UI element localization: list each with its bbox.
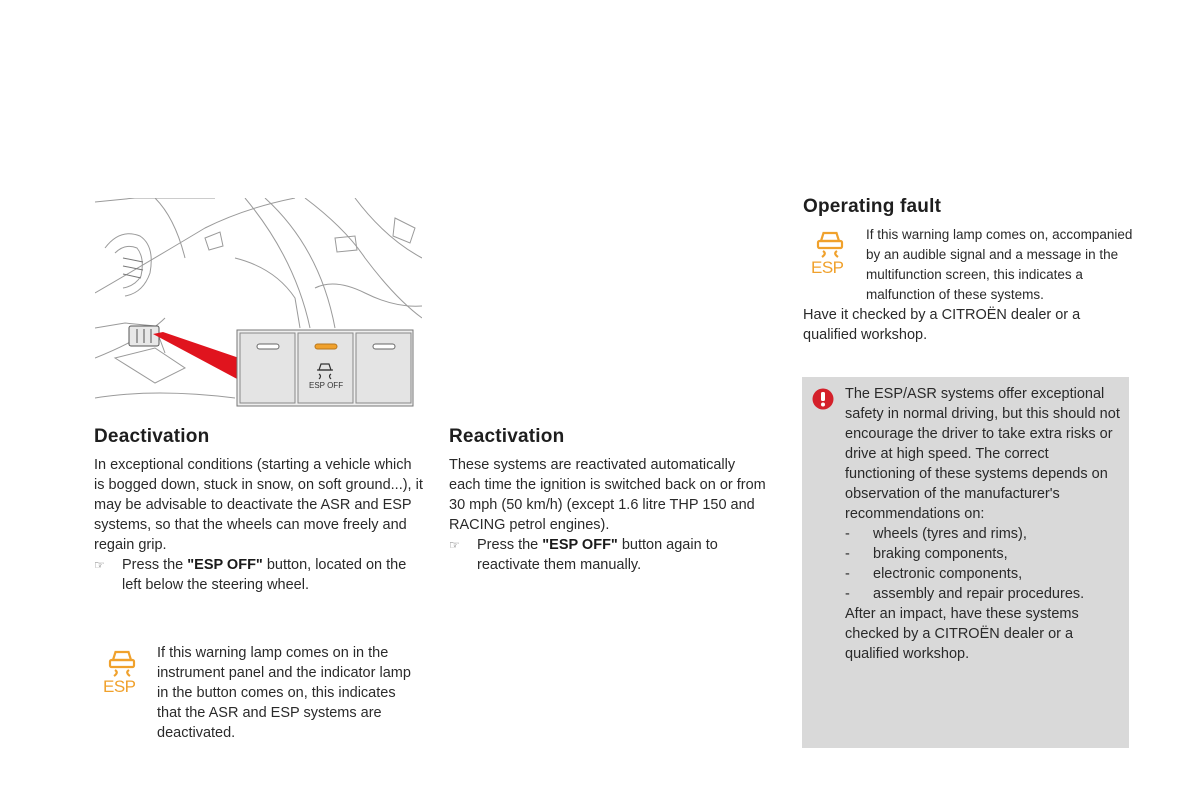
list-item-text: braking components, [873, 546, 1008, 562]
warning-intro: The ESP/ASR systems offer exceptional safety in normal driving, but this should not encourage the driver to take extra risks or drive at high speed. The correct functioning of these systems depends on observation of the manufacturer's recommendations on: [845, 386, 1120, 522]
step-text: button again to reactivate them manually. [477, 537, 718, 573]
list-item [845, 524, 1121, 544]
reactivation-step [449, 535, 769, 575]
safety-warning-box [802, 377, 1129, 748]
dash: - [845, 566, 850, 582]
reactivation-paragraph: These systems are reactivated automatically each time the ignition is switched back on or from 30 mph (50 km/h) (except 1.6 litre THP 150 and RACING petrol engines). [449, 457, 766, 533]
list-item [845, 564, 1121, 584]
step-text: Press the [122, 557, 188, 573]
esp-off-button-illustration [95, 198, 422, 416]
esp-lamp-word: ESP [103, 677, 136, 696]
reactivation-heading: Reactivation [449, 426, 565, 447]
operating-fault-advice: Have it checked by a CITROËN dealer or a qualified workshop. [803, 307, 1081, 343]
esp-off-label: "ESP OFF" [542, 537, 618, 553]
step-text: Press the [477, 537, 543, 553]
list-item [845, 544, 1121, 564]
dash: - [845, 546, 850, 562]
esp-warning-lamp-icon [810, 226, 850, 282]
operating-fault-heading: Operating fault [803, 196, 942, 217]
list-item-text: assembly and repair procedures. [873, 586, 1085, 602]
esp-lamp-word: ESP [811, 258, 844, 277]
dash: - [845, 586, 850, 602]
exclamation-warning-icon [812, 388, 834, 415]
list-item [845, 584, 1121, 604]
reactivation-section [449, 455, 769, 575]
list-item-text: wheels (tyres and rims), [873, 526, 1027, 542]
list-item-text: electronic components, [873, 566, 1023, 582]
deactivation-section [94, 455, 424, 595]
deactivation-step [94, 555, 424, 595]
hand-pointer-icon: ☞ [449, 538, 460, 552]
deactivation-heading: Deactivation [94, 426, 210, 447]
warning-outro: After an impact, have these systems checked by a CITROËN dealer or a qualified workshop. [845, 606, 1079, 662]
step-text: button, located on the left below the steering wheel. [122, 557, 407, 593]
operating-fault-lamp-note: If this warning lamp comes on, accompanied by an audible signal and a message in the multifunction screen, this indicates a malfunction of these systems. [866, 227, 1133, 302]
warning-text [845, 384, 1121, 664]
esp-off-button-label: ESP OFF [309, 381, 344, 390]
esp-warning-lamp-icon [102, 645, 142, 701]
deactivation-lamp-note: If this warning lamp comes on in the instrument panel and the indicator lamp in the button comes on, this indicates that the ASR and ESP systems are deactivated. [157, 645, 411, 741]
deactivation-paragraph: In exceptional conditions (starting a vehicle which is bogged down, stuck in snow, on soft ground...), it may be advisable to deactivate the ASR and ESP systems, so that the wheels can move freely and regain grip. [94, 457, 423, 553]
esp-off-label: "ESP OFF" [187, 557, 263, 573]
dash: - [845, 526, 850, 542]
hand-pointer-icon: ☞ [94, 558, 105, 572]
